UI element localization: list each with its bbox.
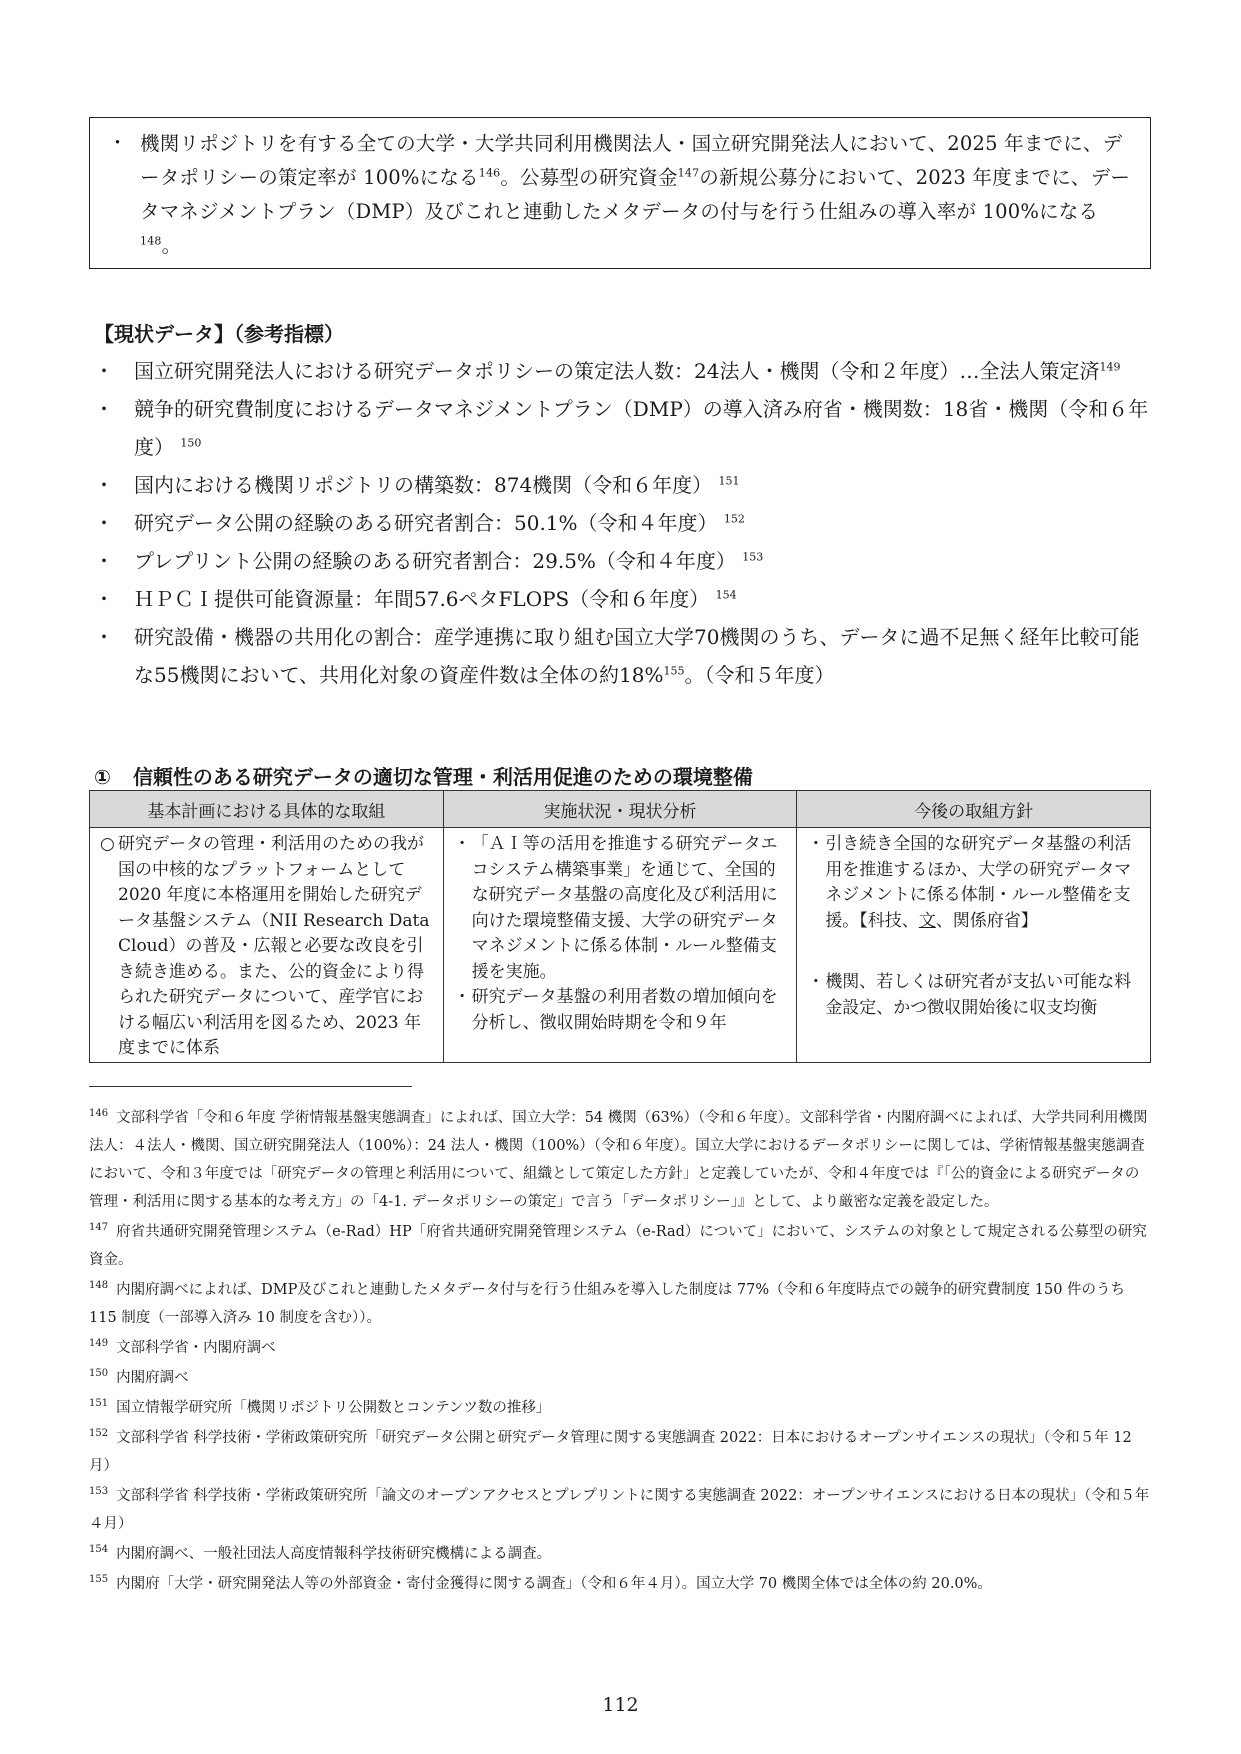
policy-entry <box>807 970 1140 1021</box>
plan-cell <box>90 828 444 1063</box>
status-item-text: 国内における機関リポジトリの構築数：874機関（令和６年度） <box>134 473 713 497</box>
status-item-text: 国立研究開発法人における研究データポリシーの策定法人数：24法人・機関（令和２年度）…全法人策定済 <box>134 359 1100 383</box>
footnote-number: 148 <box>89 1280 109 1292</box>
footnote <box>89 1394 1151 1422</box>
goal-text-part: 。 <box>161 234 182 257</box>
column-header: 今後の取組方針 <box>797 791 1151 828</box>
spacer <box>807 934 1140 970</box>
footnote-ref[interactable]: 149 <box>1099 360 1121 374</box>
subsection-number: ① <box>94 765 111 789</box>
status-heading: 【現状データ】（参考指標） <box>94 322 344 346</box>
footnote-ref[interactable]: 152 <box>723 512 745 526</box>
table-row <box>90 828 1151 1063</box>
status-item <box>94 466 1154 504</box>
bullet: ・ <box>94 359 114 383</box>
plan-entry-text: 研究データの管理・利活用のための我が国の中核的なプラットフォームとして 2020 年度に本格運用を開始した研究データ基盤システム（NII Research Data Cloud）の普及・広報と必要な改良を引き続き進める。また、公的資金により得られた研究データについて、産学官における幅広い利活用を図るため、2023 年度までに体系 <box>118 834 430 1058</box>
status-item-text: プレプリント公開の経験のある研究者割合：29.5%（令和４年度） <box>134 549 736 573</box>
footnote-number: 152 <box>89 1428 109 1440</box>
status-item <box>94 542 1154 580</box>
footnote <box>89 1364 1151 1392</box>
status-list <box>94 352 1154 694</box>
footnote <box>89 1570 1151 1598</box>
footnotes <box>89 1104 1151 1600</box>
footnote <box>89 1424 1151 1480</box>
table-header-row <box>90 791 1151 828</box>
policy-cell <box>797 828 1151 1063</box>
footnote-number: 150 <box>89 1368 109 1380</box>
bullet: ・ <box>94 473 114 497</box>
underlined-ministry: 文 <box>918 910 936 931</box>
footnote-number: 153 <box>89 1486 109 1498</box>
footnote <box>89 1104 1151 1216</box>
bullet: ・ <box>807 972 825 992</box>
policy-entry <box>807 832 1140 934</box>
status-entry-text: 「ＡＩ等の活用を推進する研究データエコシステム構築事業」を通じて、全国的な研究データ基盤の高度化及び利活用に向けた環境整備支援、大学の研究データマネジメントに係る体制・ルール整備支援を実施。 <box>471 834 778 982</box>
footnote-number: 155 <box>89 1574 109 1586</box>
status-item-text: 研究設備・機器の共用化の割合：産学連携に取り組む国立大学70機関のうち、データに過不足無く経年比較可能な55機関において、共用化対象の資産件数は全体の約18% <box>134 625 1140 687</box>
bullet: ・ <box>94 397 114 421</box>
footnote-text: 府省共通研究開発管理システム（e-Rad）HP「府省共通研究開発管理システム（e-Rad）について」において、システムの対象として規定される公募型の研究資金。 <box>89 1224 1147 1268</box>
footnote-text: 文部科学省 科学技術・学術政策研究所「論文のオープンアクセスとプレプリントに関する実態調査 2022：オープンサイエンスにおける日本の現状」（令和５年４月） <box>89 1488 1150 1532</box>
bullet: ・ <box>453 834 471 854</box>
status-item <box>94 580 1154 618</box>
circle-mark: ○ <box>100 834 115 854</box>
footnote-number: 149 <box>89 1338 109 1350</box>
plan-table <box>89 790 1151 1063</box>
footnote-text: 内閣府調べによれば、DMP及びこれと連動したメタデータ付与を行う仕組みを導入した制度は 77%（令和６年度時点での競争的研究費制度 150 件のうち 115 制度（一部導入済み 10 制度を含む））。 <box>89 1282 1126 1326</box>
status-item <box>94 352 1154 390</box>
goal-text-part: 機関リポジトリを有する全ての大学・大学共同利用機関法人・国立研究開発法人において、2025 年までに、データポリシーの策定率が 100%になる <box>140 132 1123 189</box>
goal-text-part: の新規公募分において、2023 年度までに、データマネジメントプラン（DMP）及びこれと連動したメタデータの付与を行う仕組みの導入率が 100%になる <box>140 166 1131 223</box>
status-item <box>94 618 1154 694</box>
footnote <box>89 1334 1151 1362</box>
footnote <box>89 1218 1151 1274</box>
goal-box <box>89 117 1151 269</box>
footnote-text: 内閣府調べ <box>116 1370 189 1386</box>
footnote-text: 文部科学省 科学技術・学術政策研究所「研究データ公開と研究データ管理に関する実態調査 2022：日本におけるオープンサイエンスの現状」（令和５年 12 月） <box>89 1430 1132 1474</box>
footnote-ref[interactable]: 151 <box>718 474 740 488</box>
plan-entry <box>100 832 433 1062</box>
footnote-ref[interactable]: 155 <box>663 664 685 678</box>
status-item-tail: 。（令和５年度） <box>684 663 835 687</box>
footnote-text: 国立情報学研究所「機関リポジトリ公開数とコンテンツ数の推移」 <box>116 1400 551 1416</box>
footnote <box>89 1540 1151 1568</box>
footnote-text: 内閣府「大学・研究開発法人等の外部資金・寄付金獲得に関する調査」（令和６年４月）。国立大学 70 機関全体では全体の約 20.0%。 <box>116 1576 992 1592</box>
subsection-title: 信頼性のある研究データの適切な管理・利活用促進のための環境整備 <box>132 765 753 789</box>
footnote-text: 文部科学省・内閣府調べ <box>116 1340 276 1356</box>
policy-entry-text: 機関、若しくは研究者が支払い可能な料金設定、かつ徴収開始後に収支均衡 <box>825 972 1132 1018</box>
goal-text <box>140 127 1132 263</box>
bullet: ・ <box>453 987 471 1007</box>
footnote-ref[interactable]: 150 <box>180 436 202 450</box>
status-item <box>94 390 1154 466</box>
column-header: 基本計画における具体的な取組 <box>90 791 444 828</box>
footnote-ref[interactable]: 148 <box>140 234 162 248</box>
status-entry <box>454 832 787 985</box>
status-item-text: ＨＰＣＩ提供可能資源量：年間57.6ペタFLOPS（令和６年度） <box>134 587 710 611</box>
status-item-text: 競争的研究費制度におけるデータマネジメントプラン（DMP）の導入済み府省・機関数：18省・機関（令和６年度） <box>134 397 1149 459</box>
footnote-number: 146 <box>89 1108 109 1120</box>
status-item <box>94 504 1154 542</box>
bullet: ・ <box>94 587 114 611</box>
status-item-text: 研究データ公開の経験のある研究者割合：50.1%（令和４年度） <box>134 511 718 535</box>
footnote-number: 151 <box>89 1398 109 1410</box>
footnote-ref[interactable]: 153 <box>742 550 764 564</box>
footnote-ref[interactable]: 147 <box>677 166 700 180</box>
policy-entry-text: 引き続き全国的な研究データ基盤の利活用を推進するほか、大学の研究データマネジメントに係る体制・ルール整備を支援。【科技、 <box>825 834 1132 931</box>
status-cell <box>443 828 797 1063</box>
footnote-ref[interactable]: 154 <box>715 588 737 602</box>
page-number: 112 <box>602 1694 639 1716</box>
bullet: ・ <box>94 549 114 573</box>
footnote-number: 147 <box>89 1222 109 1234</box>
footnote-text: 文部科学省「令和６年度 学術情報基盤実態調査」によれば、国立大学：54 機関（63%）（令和６年度）。文部科学省・内閣府調べによれば、大学共同利用機関法人：４法人・機関、国立研究開発法人（100%）：24 法人・機関（100%）（令和６年度）。国立大学におけるデータポリシーに関しては、学術情報基盤実態調査において、令和３年度では「研究データの管理と利活用について、組織として策定した方針」と定義していたが、令和４年度では『「公的資金による研究データの管理・利活用に関する基本的な考え方」の「4-1. データポリシーの策定」で言う「データポリシー」』として、より厳密な定義を設定した。 <box>89 1110 1148 1210</box>
policy-entry-text: 、関係府省】 <box>935 910 1038 931</box>
bullet: ・ <box>807 834 825 854</box>
footnote-ref[interactable]: 146 <box>478 166 501 180</box>
footnote-text: 内閣府調べ、一般社団法人高度情報科学技術研究機構による調査。 <box>116 1546 552 1562</box>
column-header: 実施状況・現状分析 <box>443 791 797 828</box>
goal-text-part: 。公募型の研究資金 <box>500 166 678 189</box>
bullet: ・ <box>94 511 114 535</box>
footnote <box>89 1276 1151 1332</box>
status-entry <box>454 985 787 1036</box>
goal-bullet: ・ <box>108 132 128 154</box>
bullet: ・ <box>94 625 114 649</box>
subsection-heading <box>94 761 753 790</box>
footnote-number: 154 <box>89 1544 109 1556</box>
footnote <box>89 1482 1151 1538</box>
status-entry-text: 研究データ基盤の利用者数の増加傾向を分析し、徴収開始時期を令和９年 <box>471 987 778 1033</box>
footnote-divider <box>89 1086 412 1087</box>
